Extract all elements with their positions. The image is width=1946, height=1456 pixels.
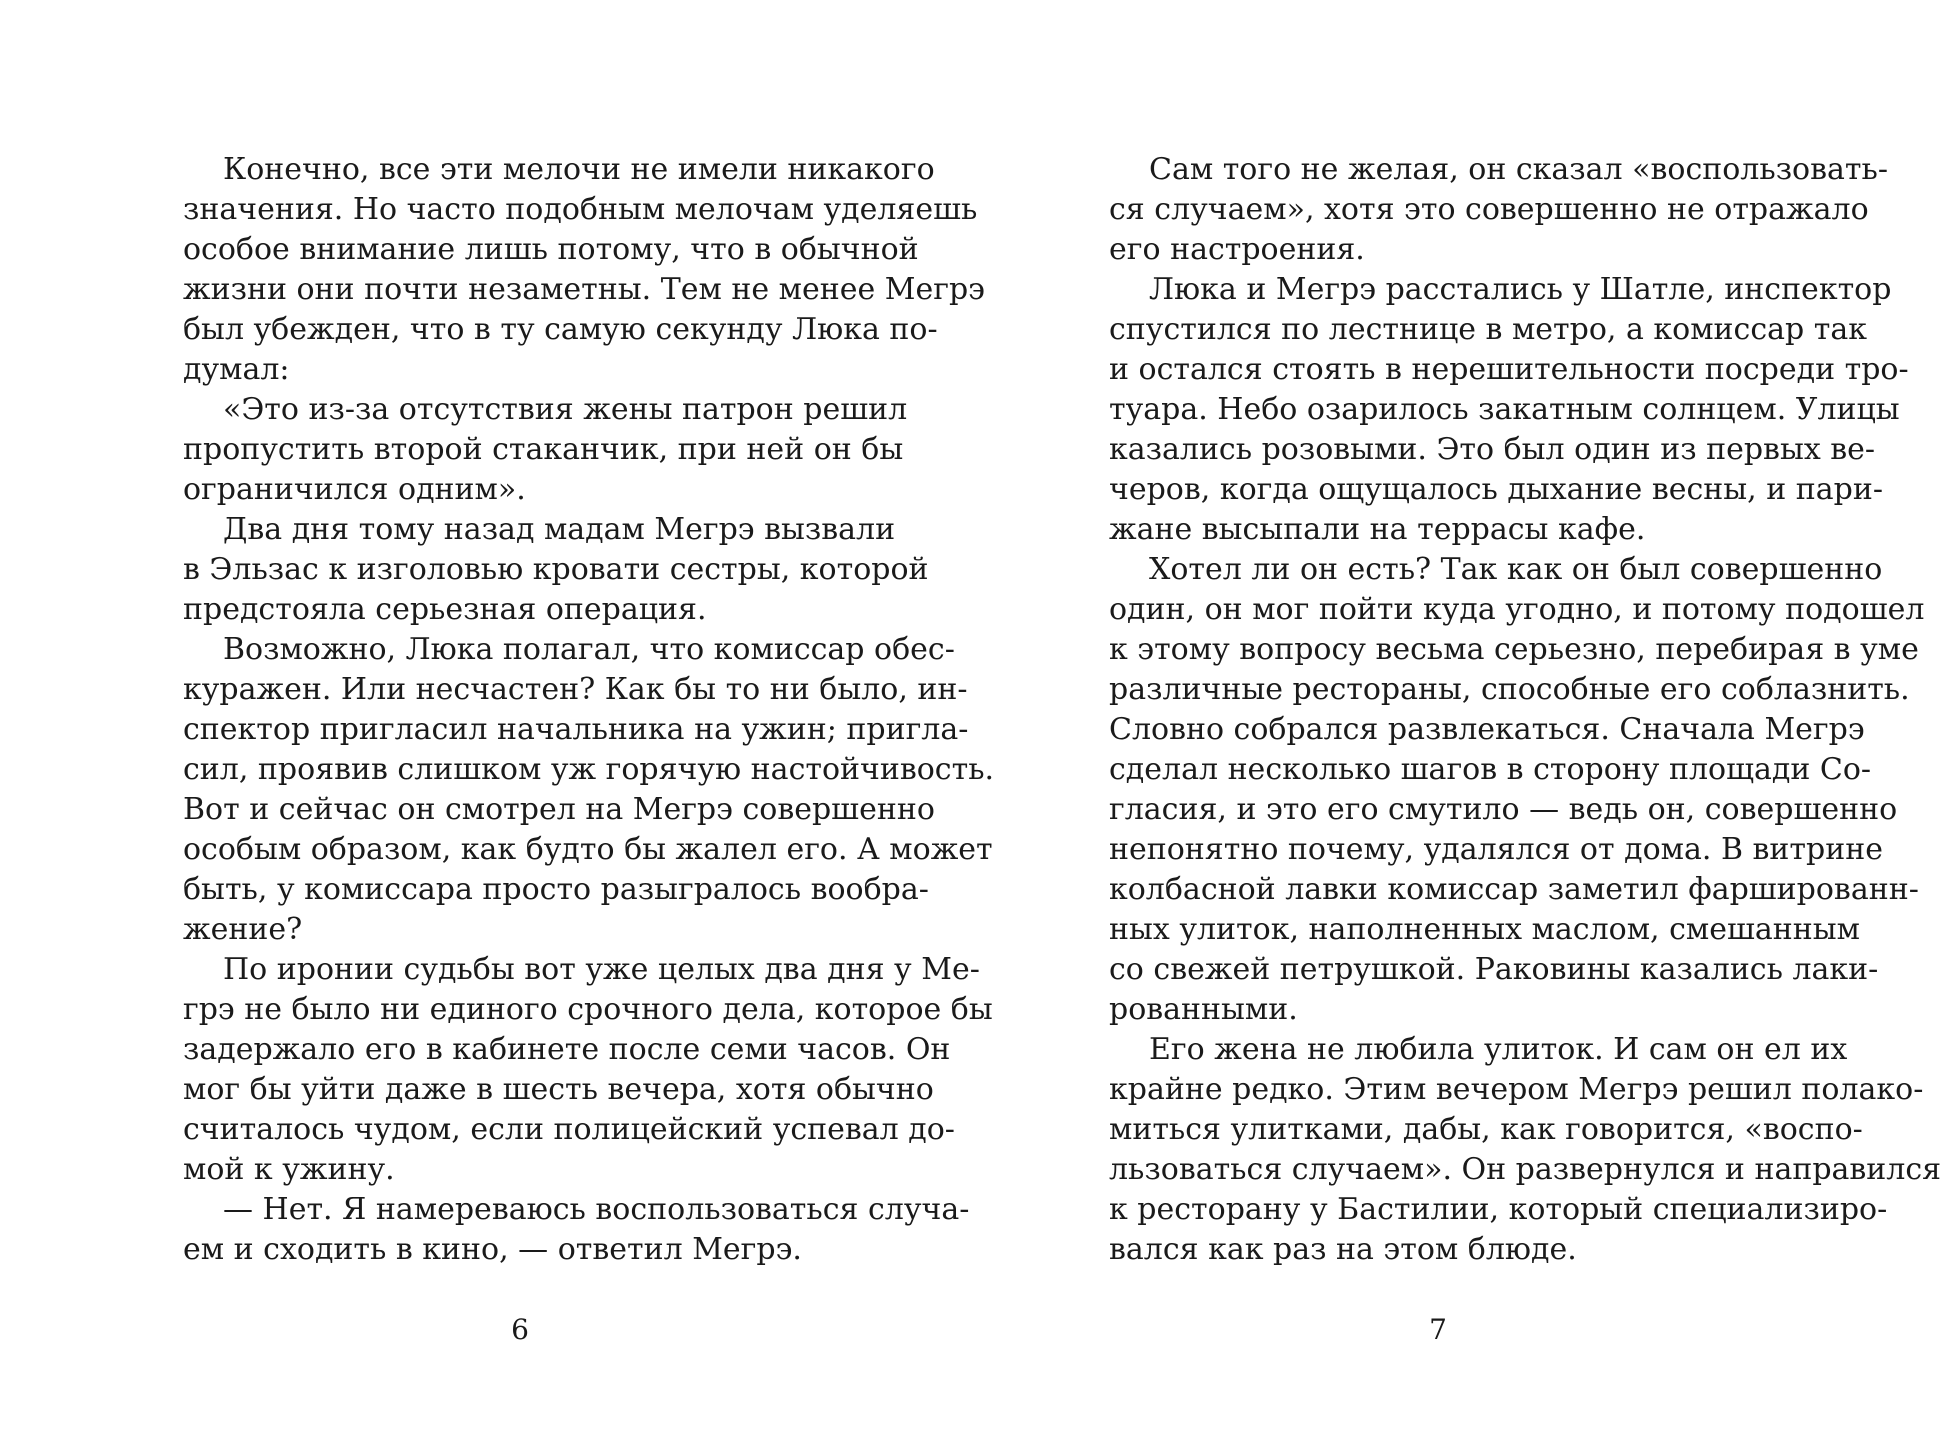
text-line: Вот и сейчас он смотрел на Мегрэ совершенно [183, 792, 935, 827]
text-line: куражен. Или несчастен? Как бы то ни было, ин- [183, 672, 968, 707]
page-number: 7 [1429, 1313, 1447, 1346]
text-line: казались розовыми. Это был один из первых ве- [1109, 432, 1876, 467]
text-line: Словно собрался развлекаться. Сначала Мегрэ [1109, 712, 1865, 747]
text-line: спустился по лестнице в метро, а комиссар так [1109, 312, 1868, 347]
text-line: туара. Небо озарилось закатным солнцем. Улицы [1109, 392, 1900, 427]
text-line: мог бы уйти даже в шесть вечера, хотя обычно [183, 1072, 934, 1107]
text-line: Сам того не желая, он сказал «воспользовать- [1149, 152, 1888, 187]
text-line: ных улиток, наполненных маслом, смешанным [1109, 912, 1860, 947]
text-line: вался как раз на этом блюде. [1109, 1232, 1577, 1267]
text-line: Конечно, все эти мелочи не имели никакого [223, 152, 935, 187]
text-line: сделал несколько шагов в сторону площади Со- [1109, 752, 1872, 787]
text-line: особым образом, как будто бы жалел его. А может [183, 832, 993, 867]
text-line: задержало его в кабинете после семи часов. Он [183, 1032, 951, 1067]
text-line: особое внимание лишь потому, что в обычной [183, 232, 919, 267]
text-line: ся случаем», хотя это совершенно не отражало [1109, 192, 1869, 227]
text-line: непонятно почему, удалялся от дома. В витрине [1109, 832, 1883, 867]
text-line: колбасной лавки комиссар заметил фаршированн- [1109, 872, 1919, 907]
text-line: был убежден, что в ту самую секунду Люка по- [183, 312, 938, 347]
left-page-text [183, 150, 995, 1270]
text-line: один, он мог пойти куда угодно, и потому подошел [1109, 592, 1925, 627]
text-line: грэ не было ни единого срочного дела, которое бы [183, 992, 993, 1027]
text-line: мой к ужину. [183, 1152, 395, 1187]
text-line: рованными. [1109, 992, 1298, 1027]
text-line: к ресторану у Бастилии, который специализиро- [1109, 1192, 1888, 1227]
text-line: думал: [183, 352, 290, 387]
text-line: Возможно, Люка полагал, что комиссар обес- [223, 632, 955, 667]
text-line: в Эльзас к изголовью кровати сестры, которой [183, 552, 929, 587]
text-line: «Это из-за отсутствия жены патрон решил [223, 392, 908, 427]
text-line: ограничился одним». [183, 472, 526, 507]
text-line: черов, когда ощущалось дыхание весны, и пари- [1109, 472, 1883, 507]
text-line: По иронии судьбы вот уже целых два дня у Ме- [223, 952, 980, 987]
text-line: Два дня тому назад мадам Мегрэ вызвали [223, 512, 896, 547]
text-line: Его жена не любила улиток. И сам он ел их [1149, 1032, 1848, 1067]
text-line: считалось чудом, если полицейский успевал до- [183, 1112, 955, 1147]
text-line: быть, у комиссара просто разыгралось вообра- [183, 872, 929, 907]
text-line: его настроения. [1109, 232, 1365, 267]
text-line: спектор пригласил начальника на ужин; пригла- [183, 712, 969, 747]
text-line: сил, проявив слишком уж горячую настойчивость. [183, 752, 995, 787]
text-line: жане высыпали на террасы кафе. [1109, 512, 1646, 547]
text-line: различные рестораны, способные его соблазнить. [1109, 672, 1910, 707]
text-line: пропустить второй стаканчик, при ней он бы [183, 432, 904, 467]
text-line: к этому вопросу весьма серьезно, перебирая в уме [1109, 632, 1919, 667]
text-line: жизни они почти незаметны. Тем не менее Мегрэ [183, 272, 985, 307]
text-line: предстояла серьезная операция. [183, 592, 707, 627]
text-line: Люка и Мегрэ расстались у Шатле, инспектор [1149, 272, 1892, 307]
right-page-text [1109, 150, 1942, 1270]
text-line: Хотел ли он есть? Так как он был совершенно [1149, 552, 1883, 587]
text-line: ем и сходить в кино, — ответил Мегрэ. [183, 1232, 802, 1267]
text-line: крайне редко. Этим вечером Мегрэ решил полако- [1109, 1072, 1924, 1107]
right-page [973, 0, 1946, 1456]
page-number: 6 [511, 1313, 529, 1346]
text-line: жение? [183, 912, 303, 947]
text-line: гласия, и это его смутило — ведь он, совершенно [1109, 792, 1898, 827]
text-line: со свежей петрушкой. Раковины казались лаки- [1109, 952, 1879, 987]
text-line: и остался стоять в нерешительности посреди тро- [1109, 352, 1909, 387]
text-line: — Нет. Я намереваюсь воспользоваться случа- [223, 1192, 970, 1227]
text-line: миться улитками, дабы, как говорится, «воспо- [1109, 1112, 1863, 1147]
text-line: значения. Но часто подобным мелочам уделяешь [183, 192, 978, 227]
text-line: льзоваться случаем». Он развернулся и направился [1109, 1152, 1942, 1187]
